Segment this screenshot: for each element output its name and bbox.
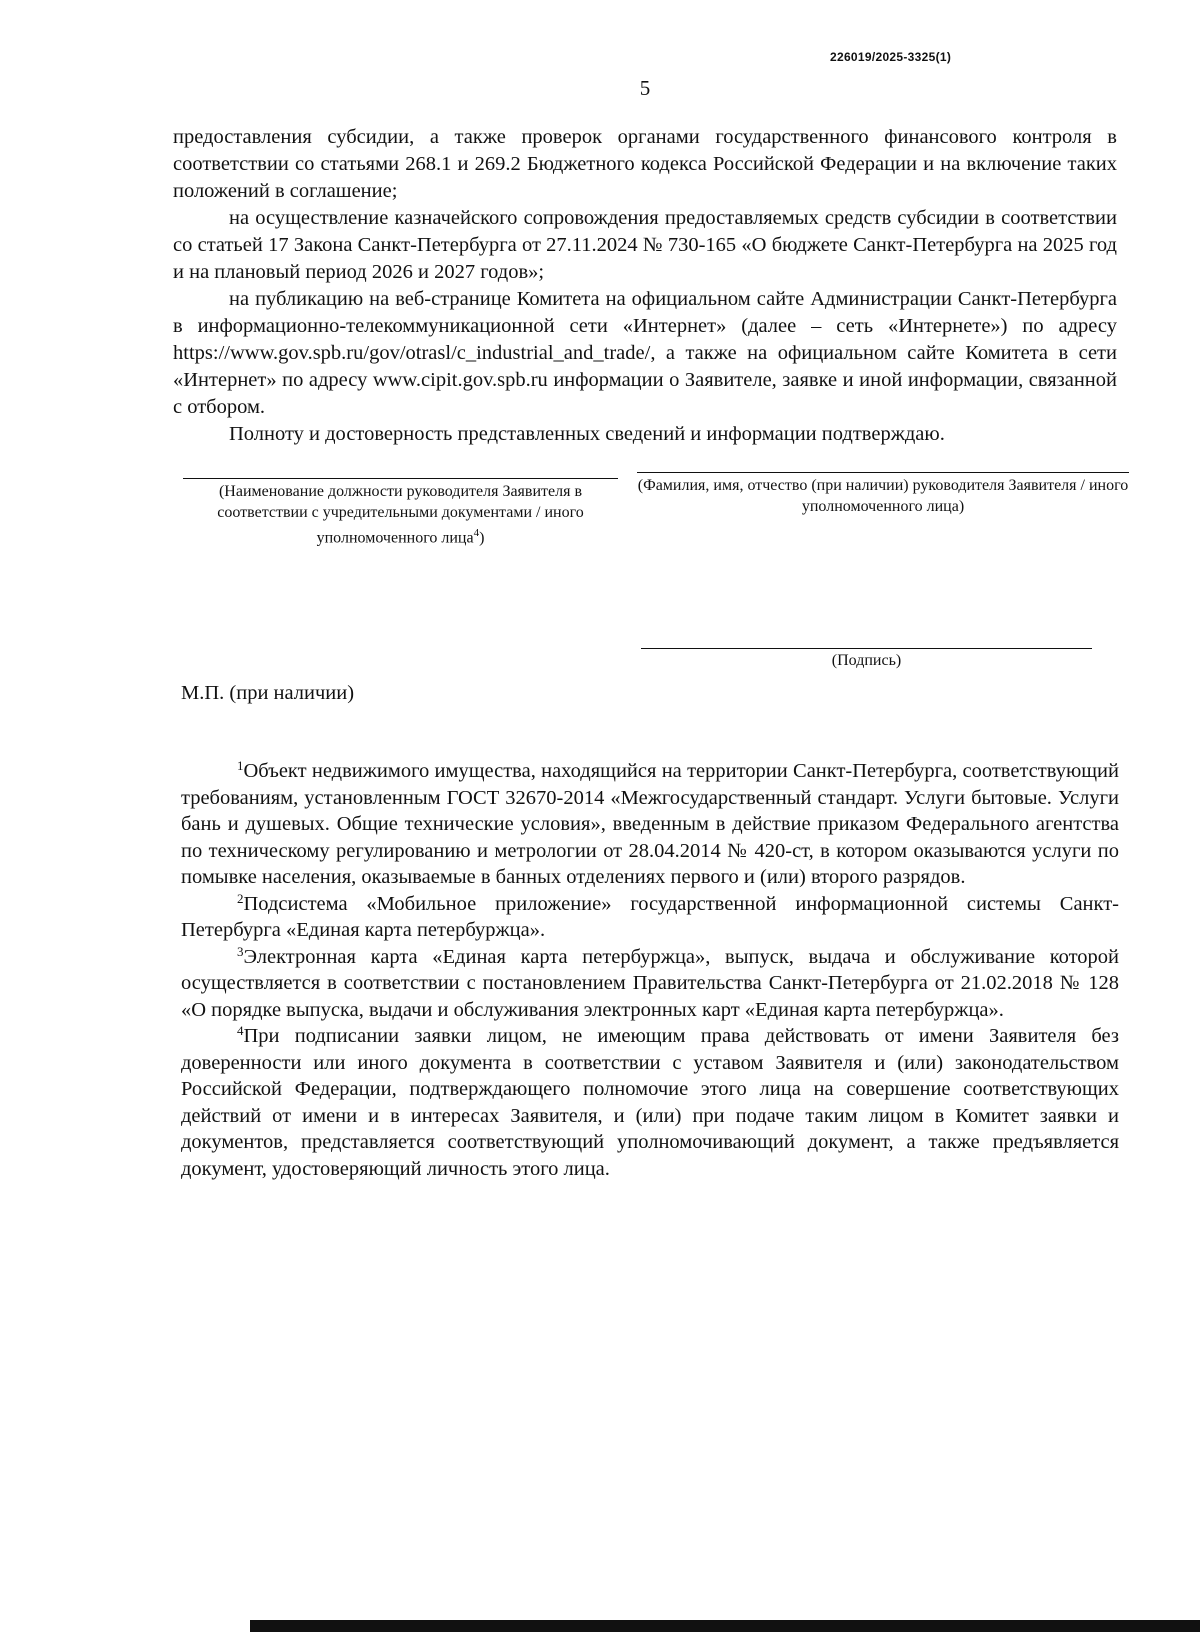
scan-edge-bar [250,1620,1200,1632]
paragraph: предоставления субсидии, а также проверок органами государственного финансового контроля в соответствии со статьями 268.1 и 269.2 Бюджетного кодекса Российской Федерации и на включение таких положений в соглашение; [173,126,1117,202]
footnote-mark: 2 [237,890,244,906]
position-signature-field [183,478,618,548]
stamp-label: М.П. (при наличии) [181,682,355,704]
name-signature-field [637,472,1129,517]
footnote-text: Объект недвижимого имущества, находящийся на территории Санкт-Петербурга, соответствующий требованиям, установленным ГОСТ 32670-2014 «Межгосударственный стандарт. Услуги бытовые. Услуги бань и душевых. Общие технические условия», введенным в действие приказом Федерального агентства по техническому регулированию и метрологии от 28.04.2014 № 420-ст, в котором оказываются услуги по помывке населения, оказываемые в банных отделениях первого и (или) второго разрядов. [181,760,1119,888]
position-caption: (Наименование должности руководителя Заявителя в соответствии с учредительными документами / иного уполномоченного лица [217,483,584,547]
footnote [181,758,1119,891]
paragraph: на осуществление казначейского сопровождения предоставляемых средств субсидии в соответствии со статьей 17 Закона Санкт-Петербурга от 27.11.2024 № 730-165 «О бюджете Санкт-Петербурга на 2025 год и на плановый период 2026 и 2027 годов»; [173,207,1117,283]
footnotes [181,758,1119,1182]
signature-caption: (Подпись) [831,652,902,669]
footnote-mark: 1 [237,758,244,773]
paragraph: Полноту и достоверность представленных сведений и информации подтверждаю. [229,423,945,445]
main-text [173,124,1117,448]
paragraph: на публикацию на веб-странице Комитета на официальном сайте Администрации Санкт-Петербурга в информационно-телекоммуникационной сети «Интернет» (далее – сеть «Интернете») по адресу https://www.gov.spb.ru/gov/otrasl/c_industrial_and_trade/, а также на официальном сайте Комитета в сети «Интернет» по адресу www.cipit.gov.spb.ru информации о Заявителе, заявке и иной информации, связанной с отбором. [173,288,1117,418]
footnote [181,944,1119,1024]
document-number: 226019/2025-3325(1) [830,50,952,64]
footnote-ref: 4 [473,527,480,539]
footnote-mark: 3 [237,943,244,959]
footnote-text: Подсистема «Мобильное приложение» государственной информационной системы Санкт-Петербурга «Единая карта петербуржца». [181,892,1119,941]
footnote-text: При подписании заявки лицом, не имеющим права действовать от имени Заявителя без доверенности или иного документа в соответствии с уставом Заявителя и (или) законодательством Российской Федерации, подтверждающего полномочие этого лица на совершение соответствующих действий от имени и в интересах Заявителя, и (или) при подаче таким лицом в Комитет заявки и документов, представляется соответствующий уполномочивающий документ, а также предъявляется документ, удостоверяющий личность этого лица. [181,1025,1119,1180]
page-number: 5 [639,76,651,100]
footnote-text: Электронная карта «Единая карта петербуржца», выпуск, выдача и обслуживание которой осуществляется в соответствии с постановлением Правительства Санкт-Петербурга от 21.02.2018 № 128 «О порядке выпуска, выдачи и обслуживания электронных карт «Единая карта петербуржца». [181,945,1119,1021]
footnote-mark: 4 [237,1023,244,1038]
footnote [181,891,1119,944]
signature-field [641,648,1092,671]
footnote [181,1023,1119,1182]
position-caption-end: ) [479,529,485,547]
name-caption: (Фамилия, имя, отчество (при наличии) руководителя Заявителя / иного уполномоченного лица) [637,477,1129,515]
